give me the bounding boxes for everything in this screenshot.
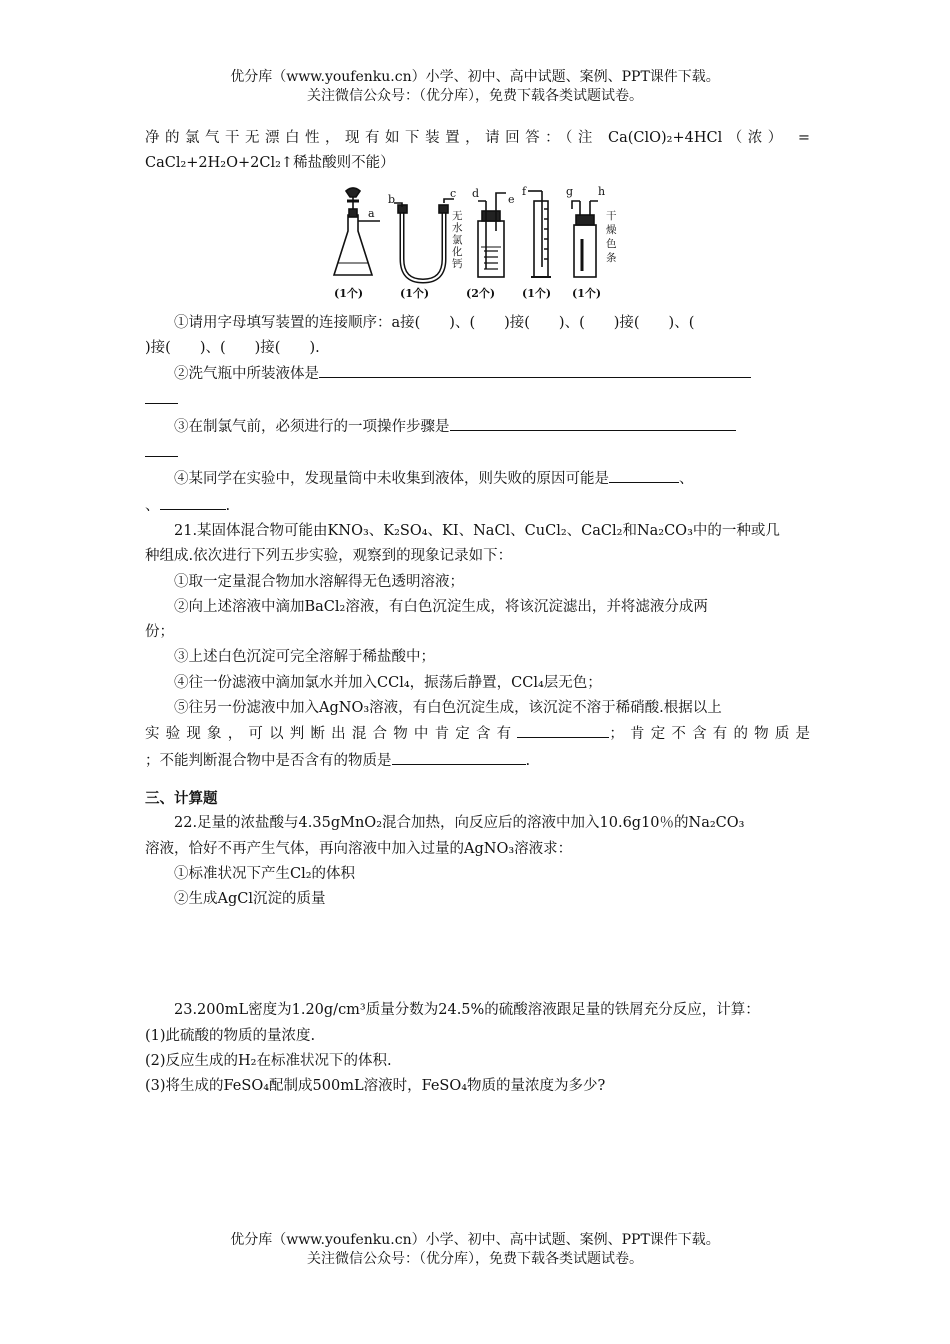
section-title: 三、计算题 <box>145 789 218 807</box>
label-d: d <box>471 186 479 200</box>
q21-step-5c-post: . <box>525 752 531 769</box>
q21-step-3: ③上述白色沉淀可完全溶解于稀盐酸中； <box>174 649 435 666</box>
header-line-1: 优分库（www.youfenku.cn）小学、初中、高中试题、案例、PPT课件下载。 <box>230 69 720 85</box>
q20-step-1b: )接( )、( )接( ). <box>145 339 320 356</box>
cacl2-char-1: 无 <box>451 209 462 222</box>
q23-line-1: 23.200mL密度为1.20g/cm³质量分数为24.5%的硫酸溶液跟足量的铁屑充分反应，计算： <box>174 1002 760 1019</box>
q21-step-2a: ②向上述溶液中滴加BaCl₂溶液，有白色沉淀生成，将该沉淀滤出，并将滤液分成两 <box>174 598 708 615</box>
strip-char-2: 燥 <box>605 223 616 236</box>
cacl2-char-3: 氯 <box>451 233 462 246</box>
drying-bottle-icon <box>574 225 596 277</box>
header-line-2: 关注微信公众号：（优分库），免费下载各类试题试卷。 <box>307 88 643 104</box>
q20-step-3-cont <box>145 440 810 466</box>
label-f: f <box>521 184 526 198</box>
q20-step-3-text: ③在制氯气前，必须进行的一项操作步骤是 <box>174 418 450 435</box>
answer-blank[interactable] <box>160 493 226 510</box>
cacl2-char-5: 钙 <box>451 257 462 270</box>
answer-blank[interactable] <box>517 721 609 738</box>
q21-step-5b <box>145 721 810 747</box>
intro-line-2: CaCl₂+2H₂O+2Cl₂↑稀盐酸则不能） <box>145 155 395 172</box>
q21-step-2b: 份； <box>145 624 174 641</box>
q20-step-4b-pre: 、 <box>145 497 160 514</box>
q22-step-1: ①标准状况下产生Cl₂的体积 <box>174 865 356 882</box>
answer-space <box>145 912 810 998</box>
strip-char-1: 干 <box>605 209 616 222</box>
footer-line-1: 优分库（www.youfenku.cn）小学、初中、高中试题、案例、PPT课件下载。 <box>230 1232 720 1248</box>
count-flask: (1个) <box>333 286 363 300</box>
q21-step-5c <box>145 748 810 774</box>
cacl2-char-4: 化 <box>451 245 462 258</box>
separatory-funnel-icon <box>346 188 360 197</box>
answer-blank[interactable] <box>392 748 526 765</box>
label-a: a <box>367 206 375 220</box>
page-footer <box>0 1231 950 1269</box>
page-header <box>0 68 950 106</box>
u-tube-icon <box>402 211 444 281</box>
q20-step-4-sep: 、 <box>679 471 694 488</box>
q20-step-2-cont <box>145 387 810 413</box>
q21-step-5c-pre: ；不能判断混合物中是否含有的物质是 <box>145 752 392 769</box>
q20-step-4 <box>145 466 810 492</box>
q20-step-3 <box>145 414 810 440</box>
answer-blank[interactable] <box>450 414 736 431</box>
count-u-tube: (1个) <box>399 286 429 300</box>
q20-step-4-text: ④某同学在实验中，发现量筒中未收集到液体，则失败的原因可能是 <box>174 471 609 488</box>
label-e: e <box>507 192 515 206</box>
answer-blank[interactable] <box>609 466 679 483</box>
q20-step-2-text: ②洗气瓶中所装液体是 <box>174 366 319 383</box>
q20-step-4b-post: . <box>225 497 231 514</box>
label-g: g <box>565 184 573 198</box>
q22-step-2: ②生成AgCl沉淀的质量 <box>174 891 326 908</box>
footer-line-2: 关注微信公众号：（优分库），免费下载各类试题试卷。 <box>307 1251 643 1267</box>
q22-line-2: 溶液，恰好不再产生气体，再向溶液中加入过量的AgNO₃溶液求： <box>145 840 573 857</box>
answer-blank[interactable] <box>145 440 178 457</box>
cacl2-char-2: 水 <box>451 221 462 234</box>
count-drying-bottle: (1个) <box>571 286 601 300</box>
q20-step-4-cont <box>145 493 810 519</box>
q23-step-2: (2)反应生成的H₂在标准状况下的体积. <box>145 1053 392 1070</box>
q21-step-4: ④往一份滤液中滴加氯水并加入CCl₄，振荡后静置，CCl₄层无色； <box>174 674 602 691</box>
q21-line-1: 21.某固体混合物可能由KNO₃、K₂SO₄、KI、NaCl、CuCl₂、CaCl₂和Na₂CO₃中的一种或几 <box>174 522 780 539</box>
q21-step-5b-pre: 实验现象，可以判断出混合物中肯定含有 <box>145 726 518 743</box>
q23-step-1: (1)此硫酸的物质的量浓度. <box>145 1027 316 1044</box>
strip-char-3: 色 <box>605 237 616 250</box>
q21-step-5b-post: ；肯定不含有的物质是 <box>609 726 811 743</box>
answer-blank[interactable] <box>319 361 751 378</box>
label-b: b <box>387 192 395 206</box>
document-body <box>145 126 810 1100</box>
strip-char-4: 条 <box>605 251 616 264</box>
count-cylinder: (1个) <box>521 286 551 300</box>
label-c: c <box>449 186 456 200</box>
q20-step-2 <box>145 361 810 387</box>
answer-blank[interactable] <box>145 387 178 404</box>
q21-line-2: 种组成.依次进行下列五步实验，观察到的现象记录如下： <box>145 548 513 565</box>
q23-step-3: (3)将生成的FeSO₄配制成500mL溶液时，FeSO₄物质的量浓度为多少? <box>145 1078 606 1095</box>
conical-flask-icon <box>334 215 372 275</box>
q22-line-1: 22.足量的浓盐酸与4.35gMnO₂混合加热，向反应后的溶液中加入10.6g10％的Na₂CO₃ <box>174 815 745 832</box>
apparatus-figure <box>328 181 628 303</box>
intro-line-1: 净的氯气干无漂白性，现有如下装置，请回答：（注 Ca(ClO)₂+4HCl（浓） = <box>145 130 810 146</box>
q20-step-1a: ①请用字母填写装置的连接顺序：a接( )、( )接( )、( )接( )、( <box>174 314 695 331</box>
label-h: h <box>597 184 605 198</box>
q21-step-1: ①取一定量混合物加水溶解得无色透明溶液； <box>174 573 464 590</box>
q21-step-5a: ⑤往另一份滤液中加入AgNO₃溶液，有白色沉淀生成，该沉淀不溶于稀硝酸.根据以上 <box>174 700 722 717</box>
count-wash-bottle: (2个) <box>465 286 495 300</box>
